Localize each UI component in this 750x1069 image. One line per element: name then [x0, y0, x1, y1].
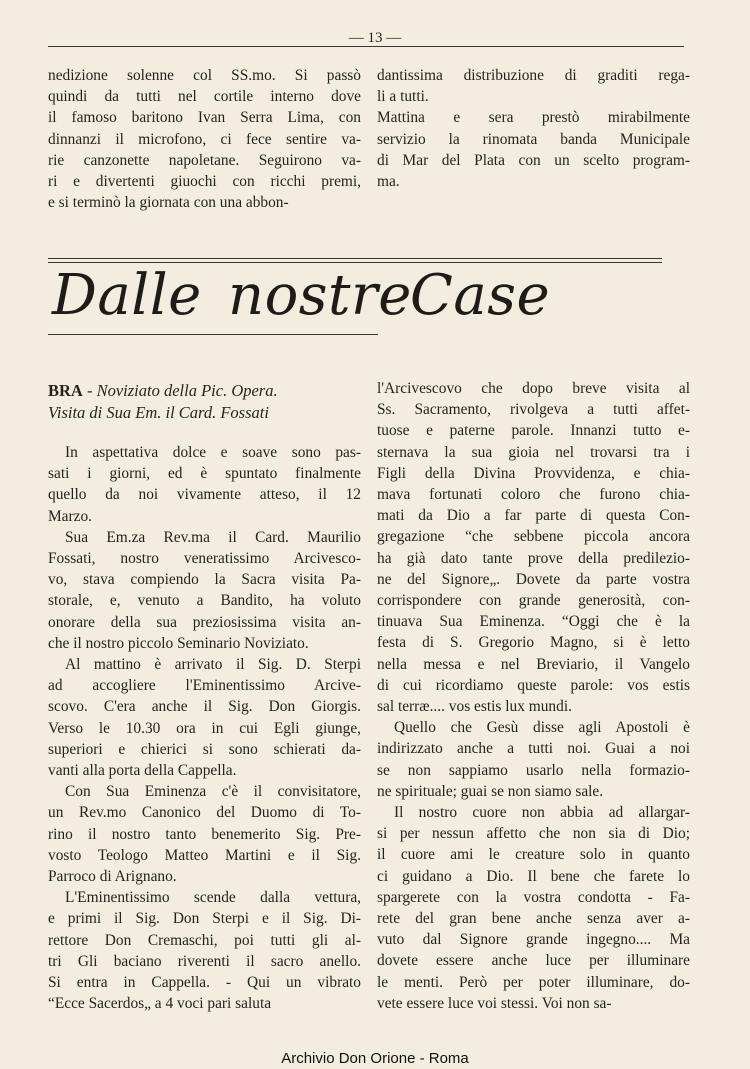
text-line: vanti alla porta della Cappella. [48, 762, 237, 780]
text-line: dinnanzi il microfono, ci fece sentire va- [48, 130, 361, 148]
text-line: vuto dal Signore grande ingegno.... Ma [377, 931, 690, 949]
text-line: “Ecce Sacerdos„ a 4 voci pari saluta [48, 995, 272, 1013]
text-line: l'Arcivescovo che dopo breve visita al [377, 380, 690, 397]
text-line: superiori e chierici si sono schierati da- [48, 740, 361, 758]
text-line: se non sappiamo usarlo nella formazio- [377, 761, 690, 779]
text-line: sati i giorni, ed è spuntato finalmente [48, 465, 361, 483]
text-line: indirizzato anche a tutti noi. Guai a noi [377, 740, 690, 758]
text-line: servizio la rinomata banda Municipale [377, 130, 690, 148]
text-line: e primi il Sig. Don Sterpi e il Sig. Di- [48, 910, 361, 928]
text-line: vosto Teologo Matteo Martini e il Sig. [48, 846, 361, 864]
text-line: mati da Dio a far parte di questa Con- [377, 507, 690, 525]
text-line: di Mar del Plata con un scelto program- [377, 151, 690, 169]
page-number: — 13 — [0, 30, 750, 47]
text-line: che il nostro piccolo Seminario Noviziato. [48, 634, 309, 652]
text-line: il cuore ami le creature solo in quanto [377, 846, 690, 864]
article-title-line2: Visita di Sua Em. il Card. Fossati [48, 403, 269, 422]
text-line: un Rev.mo Canonico del Duomo di To- [48, 804, 361, 822]
text-line: Sua Em.za Rev.ma il Card. Maurilio [65, 528, 361, 546]
text-line: li a tutti. [377, 88, 429, 106]
text-line: vete essere luce voi stessi. Voi non sa- [377, 994, 612, 1012]
text-line: le menti. Però per poter illuminare, do- [377, 973, 690, 991]
text-line: ad accogliere l'Eminentissimo Arcive- [48, 677, 361, 695]
text-line: mava fortunati coloro che furono chia- [377, 486, 690, 504]
text-line: festa di S. Gregorio Magno, si è letto [377, 634, 690, 652]
text-line: Verso le 10.30 ora in cui Egli giunge, [48, 719, 361, 737]
text-line: In aspettativa dolce e soave sono pas- [65, 444, 361, 461]
article-left-column [48, 442, 361, 1014]
top-left-column [48, 65, 361, 213]
title-rule-top [48, 258, 662, 259]
text-line: tri Gli baciano riverenti il sacro anello. [48, 952, 361, 970]
title-rule-bottom [48, 334, 378, 335]
text-line: quello da noi vivamente atteso, il 12 [48, 486, 361, 504]
text-line: di cui ricordiamo queste parole: vos estis [377, 676, 690, 694]
text-line: tinuava Sua Eminenza. “Oggi che è la [377, 613, 690, 631]
article-place: BRA [48, 381, 83, 400]
text-line: Marzo. [48, 507, 93, 525]
text-line: vo, stava compiendo la Sacra visita Pa- [48, 571, 361, 589]
text-line: sal terræ.... vos estis lux mundi. [377, 698, 572, 716]
text-line: Quello che Gesù disse agli Apostoli è [394, 719, 690, 737]
text-line: rete del gran bene anche senza aver a- [377, 910, 690, 928]
text-line: Ss. Sacramento, rivolgeva a tutti affet- [377, 401, 690, 419]
text-line: rino il nostro tanto benemerito Sig. Pre- [48, 825, 361, 843]
text-line: ci guidano a Dio. Il bene che farete lo [377, 867, 690, 885]
article-heading [48, 380, 361, 424]
article-right-column [377, 378, 690, 1014]
text-line: corrispondere con grande generosità, con- [377, 592, 690, 610]
section-title [48, 260, 688, 332]
text-line: ne del Signore„. Dovete da parte vostra [377, 570, 690, 588]
section-title-word: Case [410, 263, 551, 328]
text-line: Con Sua Eminenza c'è il convisitatore, [65, 783, 361, 801]
text-line: ri e divertenti giuochi con ricchi premi, [48, 173, 361, 191]
text-line: L'Eminentissimo scende dalla vettura, [65, 889, 361, 907]
text-line: onorare della sua preziosissima visita an- [48, 613, 361, 631]
archive-footer: Archivio Don Orione - Roma [281, 1050, 469, 1067]
text-line: spargerete con la vostra condotta - Fa- [377, 888, 690, 906]
text-line: gregazione “che sebbene piccola ancora [377, 528, 690, 546]
article-title-line1: - Noviziato della Pic. Opera. [82, 381, 278, 400]
text-line: Parroco di Arignano. [48, 868, 177, 886]
text-line: nedizione solenne col SS.mo. Si passò [48, 67, 361, 84]
text-line: Figli della Divina Provvidenza, e chia- [377, 464, 690, 482]
text-line: ha già dato tante prove della predilezio- [377, 549, 690, 567]
text-line: dovete essere anche luce per illuminare [377, 952, 690, 970]
text-line: e si terminò la giornata con una abbon- [48, 194, 289, 212]
text-line: dantissima distribuzione di graditi rega- [377, 67, 690, 84]
text-line: storale, e, venuto a Bandito, ha voluto [48, 592, 361, 610]
text-line: nella messa e nel Breviario, il Vangelo [377, 655, 690, 673]
text-line: tuose e paterne parole. Innanzi tutto e- [377, 422, 690, 440]
text-line: Mattina e sera prestò mirabilmente [377, 109, 690, 127]
section-title-word: nostre [228, 263, 412, 328]
text-line: Il nostro cuore non abbia ad allargar- [394, 804, 690, 822]
text-line: ne spirituale; guai se non siamo sale. [377, 782, 604, 800]
text-line: Si entra in Cappella. - Qui un vibrato [48, 974, 361, 992]
text-line: scovo. C'era anche il Sig. Don Giorgis. [48, 698, 361, 716]
text-line: sternava la sua gioia nel trovarsi tra i [377, 443, 690, 461]
text-line: il famoso baritono Ivan Serra Lima, con [48, 109, 361, 127]
text-line: ma. [377, 173, 400, 191]
text-line: rettore Don Cremaschi, poi tutti gli al- [48, 931, 361, 949]
text-line: quindi da tutti nel cortile interno dove [48, 88, 361, 106]
text-line: si per nessun affetto che non sia di Dio; [377, 825, 690, 843]
text-line: Fossati, nostro veneratissimo Arcivesco- [48, 550, 361, 568]
text-line: Al mattino è arrivato il Sig. D. Sterpi [65, 656, 361, 674]
top-right-column [377, 65, 690, 192]
text-line: rie canzonette napoletane. Seguirono va- [48, 151, 361, 169]
section-title-word: Dalle [52, 263, 202, 328]
